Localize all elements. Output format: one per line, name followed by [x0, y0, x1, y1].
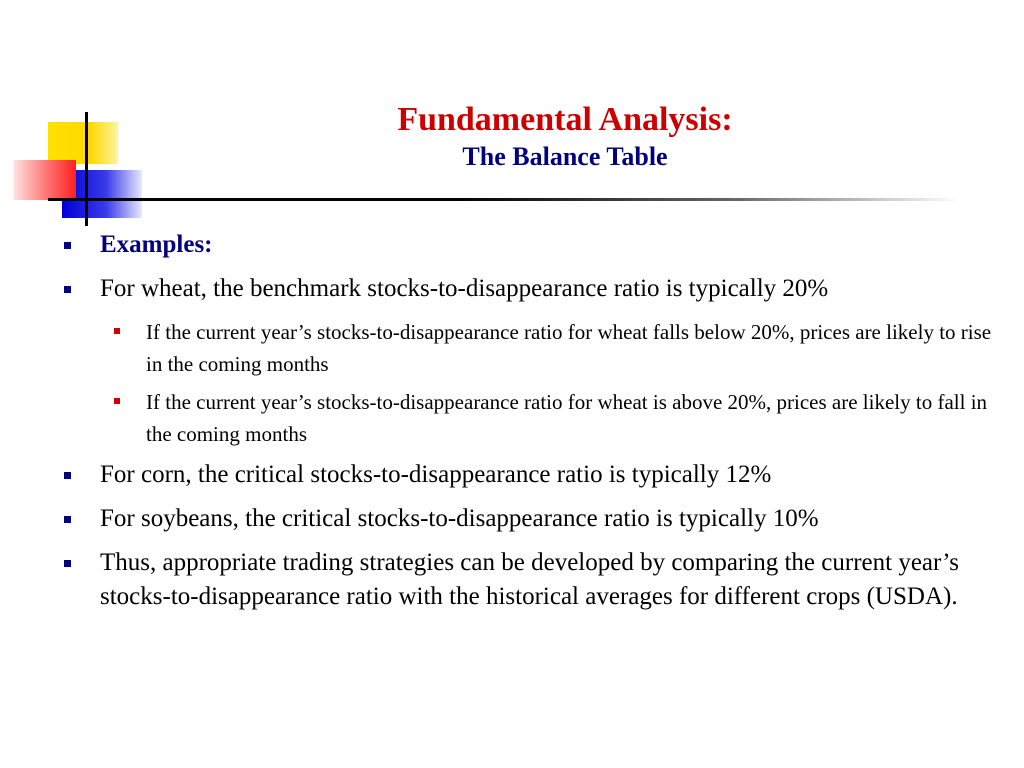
bullet-list	[56, 228, 1006, 614]
yellow-square	[48, 122, 118, 164]
title-main: Fundamental Analysis:	[397, 101, 733, 138]
sub-bullet-group	[56, 316, 1006, 450]
title-underline-rule	[48, 198, 960, 201]
square-bullet-icon	[64, 286, 71, 293]
bullet-item	[56, 228, 1006, 262]
square-bullet-icon	[114, 398, 120, 404]
sub-bullet-text: If the current year’s stocks-to-disappearance ratio for wheat falls below 20%, prices are likely to rise in the coming months	[146, 320, 992, 376]
sub-bullet-item	[56, 316, 1006, 380]
square-bullet-icon	[64, 560, 71, 567]
bullet-item	[56, 546, 1006, 614]
bullet-text: For soybeans, the critical stocks-to-disappearance ratio is typically 10%	[100, 505, 819, 532]
sub-bullet-item	[56, 386, 1006, 450]
bullet-text: For wheat, the benchmark stocks-to-disappearance ratio is typically 20%	[100, 275, 829, 302]
corner-decoration	[0, 0, 180, 240]
bullet-item	[56, 502, 1006, 536]
sub-bullet-list	[56, 316, 1006, 450]
bullet-content	[56, 228, 1006, 624]
square-bullet-icon	[64, 516, 71, 523]
bullet-text: Examples:	[100, 231, 213, 258]
square-bullet-icon	[114, 328, 120, 334]
bullet-text: Thus, appropriate trading strategies can be developed by comparing the current year’s stocks-to-disappearance ratio with the historical averages for different crops (USDA).	[100, 549, 959, 610]
bullet-item	[56, 458, 1006, 492]
bullet-item	[56, 272, 1006, 306]
square-bullet-icon	[64, 472, 71, 479]
square-bullet-icon	[64, 242, 71, 249]
title-subtitle: The Balance Table	[462, 142, 668, 171]
sub-bullet-text: If the current year’s stocks-to-disappearance ratio for wheat is above 20%, prices are likely to fall in the coming months	[146, 390, 988, 446]
slide-title	[260, 100, 870, 174]
red-square	[14, 160, 76, 200]
vertical-rule	[85, 112, 88, 226]
bullet-text: For corn, the critical stocks-to-disappearance ratio is typically 12%	[100, 461, 772, 488]
